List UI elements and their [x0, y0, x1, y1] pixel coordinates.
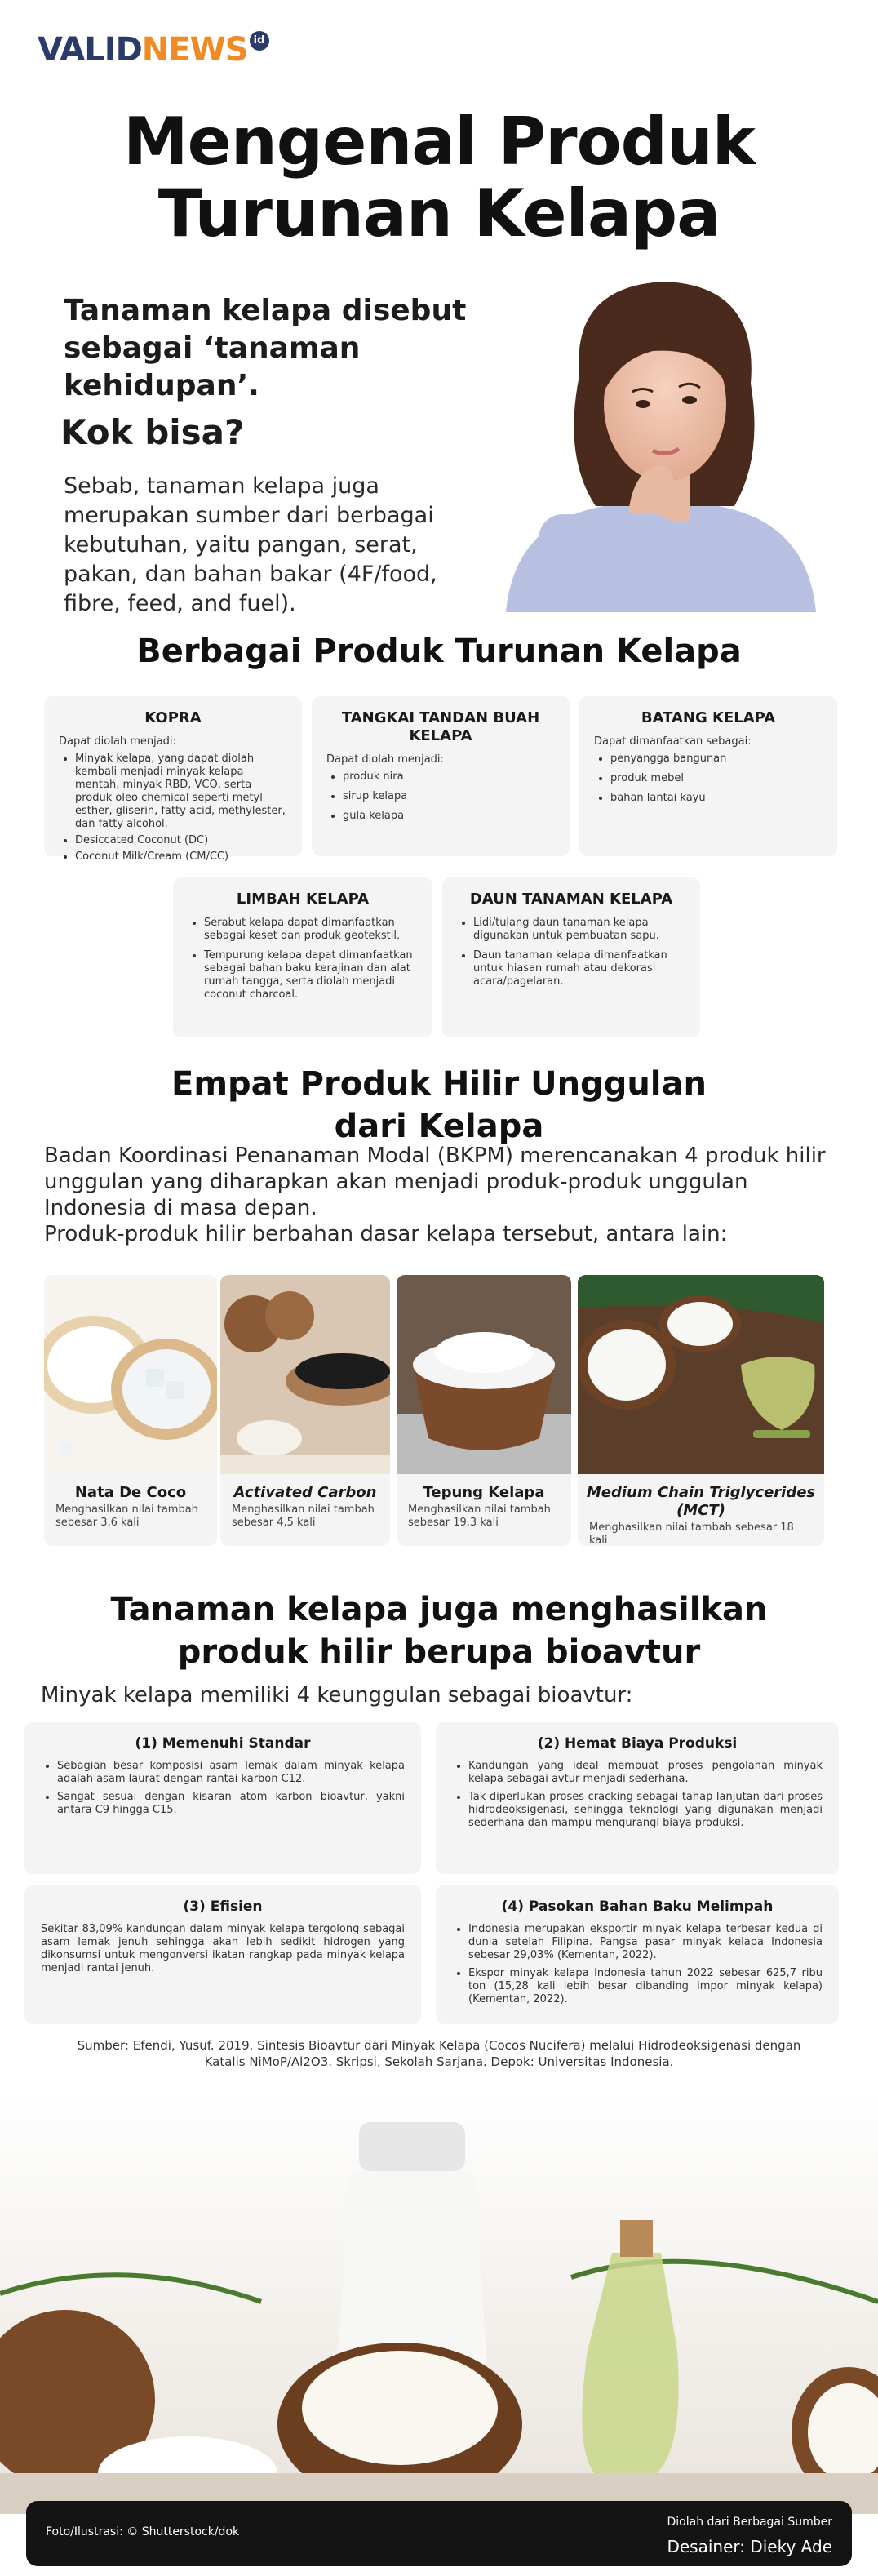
product-name: Tepung Kelapa: [423, 1484, 545, 1501]
daun-title: DAUN TANAMAN KELAPA: [469, 890, 673, 908]
mct-oil-photo: [578, 1275, 824, 1474]
batang-item: • penyangga bangunan: [610, 753, 823, 766]
product-desc: Menghasilkan nilai tambah sebesar 4,5 kali: [232, 1503, 375, 1529]
bio-card-title: (1) Memenuhi Standar: [135, 1735, 311, 1752]
product-card-activated-carbon: [220, 1275, 390, 1546]
kopra-title: KOPRA: [144, 709, 202, 726]
empat-body-2: Produk-produk hilir berbahan dasar kelapa tersebut, antara lain:: [44, 1222, 728, 1246]
bio-title-line-1: Tanaman kelapa juga menghasilkan: [110, 1591, 768, 1628]
bio-card-title: (3) Efisien: [183, 1899, 263, 1915]
thinking-woman-photo: [490, 269, 824, 612]
limbah-title: LIMBAH KELAPA: [236, 890, 370, 908]
intro-headline: Tanaman kelapa disebut sebagai ‘tanaman kehidupan’.: [64, 294, 467, 402]
product-name: Activated Carbon: [233, 1484, 377, 1501]
kopra-lead: Dapat diolah menjadi:: [59, 735, 176, 748]
photo-credit: Foto/Ilustrasi: © Shutterstock/dok: [46, 2525, 240, 2538]
bio-title-line-2: produk hilir berupa bioavtur: [177, 1633, 701, 1671]
product-card-nata-de-coco: [44, 1275, 217, 1546]
bio-item: • Sangat sesuai dengan kisaran atom karbon bioavtur, yakni antara C9 hingga C15.: [57, 1791, 405, 1817]
section-bio-title: [0, 1588, 878, 1673]
footer-source: Diolah dari Berbagai Sumber: [667, 2516, 832, 2529]
kopra-item: • Minyak kelapa, yang dapat diolah kembali menjadi minyak kelapa mentah, minyak RBD, VCO, serta produk oleo chemical seperti metyl esther, gliserin, fatty acid, methylester, dan fatty alcohol.: [75, 753, 287, 831]
product-desc: Menghasilkan nilai tambah sebesar 3,6 kali: [55, 1503, 198, 1529]
product-desc: Menghasilkan nilai tambah sebesar 19,3 kali: [408, 1503, 551, 1529]
bio-card-title: (4) Pasokan Bahan Baku Melimpah: [501, 1899, 774, 1915]
intro-body: Sebab, tanaman kelapa juga merupakan sumber dari berbagai kebutuhan, yaitu pangan, serat, pakan, dan bahan bakar (4F/food, fibre, feed, and fuel).: [64, 473, 437, 616]
tangkai-item: • sirup kelapa: [343, 790, 555, 803]
tepung-kelapa-photo: [397, 1275, 571, 1474]
batang-title: BATANG KELAPA: [641, 709, 776, 726]
valid-news-logo[interactable]: [38, 31, 269, 69]
bio-card-standar: [24, 1722, 421, 1874]
product-name: Medium Chain Triglycerides (MCT): [586, 1484, 816, 1519]
bio-card-pasokan: [436, 1885, 839, 2024]
source-citation: Sumber: Efendi, Yusuf. 2019. Sintesis Bioavtur dari Minyak Kelapa (Cocos Nucifera) melalui Hidrodeoksigenasi dengan Katalis NiMoP/Al2O3. Skripsi, Sekolah Sarjana. Depok: Universitas Indonesia.: [77, 2038, 801, 2069]
tangkai-item: • produk nira: [343, 771, 555, 784]
intro-question: Kok bisa?: [60, 412, 245, 452]
bio-item: • Indonesia merupakan eksportir minyak kelapa terbesar kedua di dunia setelah Filipina. Pangsa pasar minyak kelapa Indonesia sebesar 29,03% (Kementan, 2022).: [468, 1923, 823, 1962]
bio-card-efisien: [24, 1885, 421, 2024]
product-desc: Menghasilkan nilai tambah sebesar 18 kali: [589, 1521, 794, 1546]
nata-de-coco-photo: [44, 1275, 217, 1474]
tangkai-lead: Dapat diolah menjadi:: [326, 753, 444, 766]
limbah-item: • Tempurung kelapa dapat dimanfaatkan sebagai bahan baku kerajinan dan alat rumah tangga, serta diolah menjadi coconut charcoal.: [204, 949, 418, 1002]
bio-card-hemat: [436, 1722, 839, 1874]
title-line-2: Turunan Kelapa: [157, 175, 721, 251]
daun-item: • Lidi/tulang daun tanaman kelapa digunakan untuk pembuatan sapu.: [473, 917, 685, 943]
product-name: Nata De Coco: [74, 1484, 187, 1501]
coconut-products-photo: [0, 2090, 878, 2514]
bio-item: • Tak diperlukan proses cracking sebagai tahap lanjutan dari proses hidrodeoksigenasi, sehingga teknologi yang digunakan menjadi sederhana dan mampu mengurangi biaya produksi.: [468, 1791, 823, 1830]
batang-item: • bahan lantai kayu: [610, 792, 823, 805]
bio-item: • Sebagian besar komposisi asam lemak dalam minyak kelapa adalah asam laurat dengan rantai karbon C12.: [57, 1760, 405, 1786]
kopra-item: • Coconut Milk/Cream (CM/CC): [75, 851, 287, 864]
product-card-mct: [578, 1275, 824, 1546]
batang-lead: Dapat dimanfaatkan sebagai:: [594, 735, 752, 748]
kopra-card: [44, 696, 302, 863]
empat-body: [44, 1143, 827, 1247]
activated-carbon-photo: [220, 1275, 390, 1474]
tangkai-item: • gula kelapa: [343, 810, 555, 823]
product-card-tepung-kelapa: [397, 1275, 571, 1546]
bio-card-title: (2) Hemat Biaya Produksi: [537, 1735, 738, 1752]
batang-item: • produk mebel: [610, 772, 823, 785]
daun-item: • Daun tanaman kelapa dimanfaatkan untuk hiasan rumah atau dekorasi acara/pagelaran.: [473, 949, 685, 988]
limbah-item: • Serabut kelapa dapat dimanfaatkan sebagai keset dan produk geotekstil.: [204, 917, 418, 943]
limbah-card: [173, 877, 432, 1037]
batang-card: [579, 696, 837, 856]
kopra-item: • Desiccated Coconut (DC): [75, 834, 287, 847]
footer-designer: Desainer: Dieky Ade: [667, 2537, 832, 2556]
page-title: [0, 106, 878, 250]
tangkai-title: TANGKAI TANDAN BUAH KELAPA: [341, 709, 540, 744]
section-products-title: Berbagai Produk Turunan Kelapa: [136, 633, 742, 670]
bio-item: • Kandungan yang ideal membuat proses pengolahan minyak kelapa sebagai avtur menjadi sederhana.: [468, 1760, 823, 1786]
section-empat-title: [0, 1063, 878, 1148]
daun-card: [442, 877, 700, 1037]
title-line-1: Mengenal Produk: [122, 104, 756, 180]
empat-title-line-2: dari Kelapa: [334, 1108, 544, 1145]
bio-text: Sekitar 83,09% kandungan dalam minyak kelapa tergolong sebagai asam lemak jenuh sehingga akan lebih sedikit hidrogen yang dikonsumsi untuk mengonversi ikatan rangkap pada minyak kelapa menjadi rantai jenuh.: [41, 1923, 405, 1974]
logo-news: NEWS: [141, 31, 248, 69]
bio-lead: Minyak kelapa memiliki 4 keunggulan sebagai bioavtur:: [41, 1683, 633, 1708]
empat-title-line-1: Empat Produk Hilir Unggulan: [171, 1065, 707, 1103]
logo-valid: VALID: [38, 31, 142, 69]
bio-item: • Ekspor minyak kelapa Indonesia tahun 2022 sebesar 625,7 ribu ton (15,28 kali lebih besar dibanding impor minyak kelapa) (Kementan, 2022).: [468, 1967, 823, 2006]
tangkai-card: [312, 696, 570, 856]
footer-bar: [26, 2501, 852, 2566]
logo-id-badge: id: [250, 31, 269, 51]
empat-body-1: Badan Koordinasi Penanaman Modal (BKPM) merencanakan 4 produk hilir unggulan yang diharapkan akan menjadi produk-produk unggulan Indonesia di masa depan.: [44, 1144, 826, 1220]
